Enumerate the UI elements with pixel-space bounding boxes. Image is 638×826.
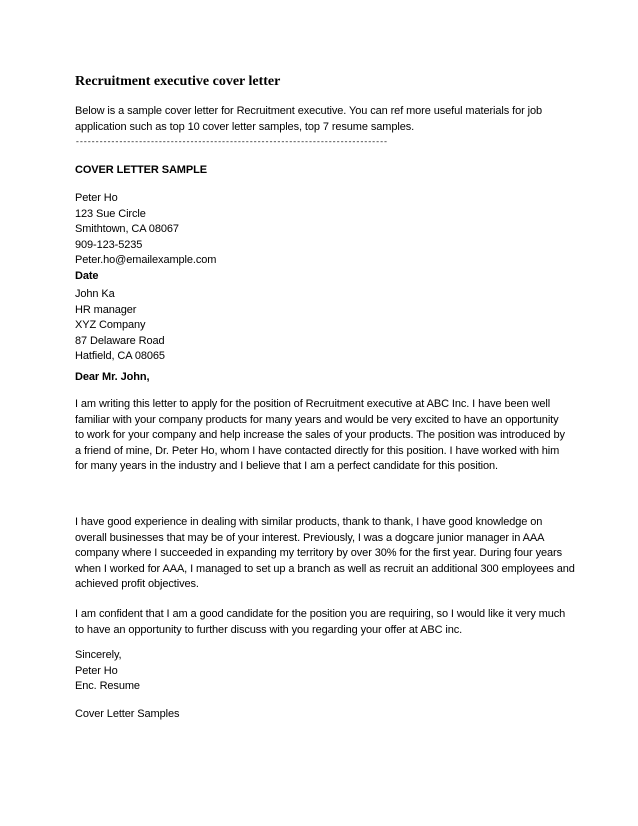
body-paragraph-2	[75, 515, 575, 593]
footer-text: Cover Letter Samples	[75, 708, 180, 720]
closing-block	[75, 648, 140, 695]
intro-line: Below is a sample cover letter for Recruitment executive. You can ref more useful materials for job	[75, 105, 542, 117]
document-title: Recruitment executive cover letter	[75, 74, 281, 89]
sender-email: Peter.ho@emailexample.com	[75, 254, 217, 266]
paragraph-line: overall businesses that may be of your interest. Previously, I was a dogcare junior manager in AAA	[75, 531, 545, 544]
body-paragraph-3	[75, 607, 575, 638]
paragraph-line: familiar with your company products for many years and would be very excited to have an opportunity	[75, 413, 559, 426]
recipient-title: HR manager	[75, 303, 137, 316]
separator-line: -------------------------------------------------------------------------------	[75, 138, 388, 147]
sender-street: 123 Sue Circle	[75, 207, 146, 220]
intro-paragraph	[75, 104, 575, 151]
paragraph-line: achieved profit objectives.	[75, 578, 199, 590]
recipient-name: John Ka	[75, 288, 115, 300]
paragraph-line: to have an opportunity to further discuss with you regarding your offer at ABC inc.	[75, 623, 463, 636]
intro-line: application such as top 10 cover letter samples, top 7 resume samples.	[75, 120, 415, 133]
paragraph-line: when I worked for AAA, I managed to set up a branch as well as recruit an additional 300 employees and	[75, 562, 575, 575]
body-paragraph-1	[75, 397, 575, 475]
recipient-street: 87 Delaware Road	[75, 334, 165, 347]
sender-phone: 909-123-5235	[75, 238, 143, 251]
paragraph-line: I am confident that I am a good candidate for the position you are requiring, so I would like it very much	[75, 608, 566, 620]
paragraph-line: a friend of mine, Dr. Peter Ho, whom I have contacted directly for this position. I have worked with him	[75, 444, 560, 457]
section-heading: COVER LETTER SAMPLE	[75, 164, 207, 176]
recipient-address	[75, 287, 165, 365]
signature-name: Peter Ho	[75, 664, 118, 677]
paragraph-line: for many years in the industry and I believe that I am a perfect candidate for this position.	[75, 460, 498, 472]
paragraph-line: to work for your company and help increase the sales of your products. The position was introduced by	[75, 429, 565, 441]
salutation: Dear Mr. John,	[75, 371, 150, 383]
sender-name: Peter Ho	[75, 192, 118, 204]
paragraph-line: I am writing this letter to apply for the position of Recruitment executive at ABC Inc. I have been well	[75, 398, 551, 410]
recipient-city: Hatfield, CA 08065	[75, 350, 165, 362]
date-label: Date	[75, 269, 99, 282]
valediction: Sincerely,	[75, 649, 122, 661]
enclosure: Enc. Resume	[75, 680, 140, 692]
paragraph-line: company where I succeeded in expanding my territory by over 30% for the first year. During four years	[75, 547, 562, 559]
paragraph-line: I have good experience in dealing with similar products, thank to thank, I have good knowledge on	[75, 516, 543, 528]
sender-city: Smithtown, CA 08067	[75, 223, 179, 235]
sender-address	[75, 191, 216, 284]
recipient-company: XYZ Company	[75, 319, 146, 331]
